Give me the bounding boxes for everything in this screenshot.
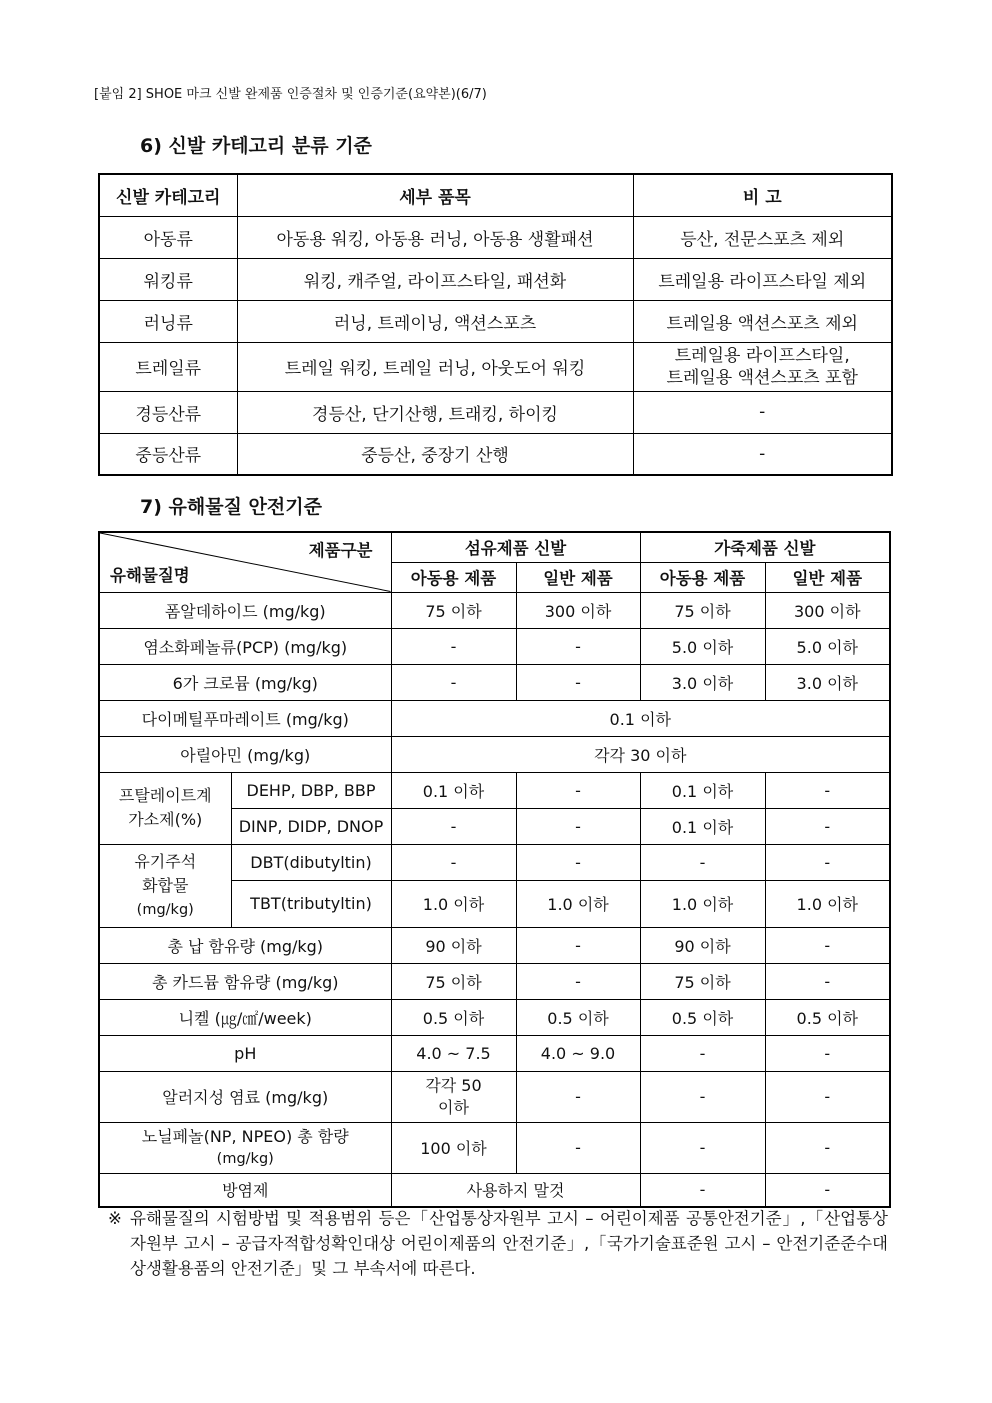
- table-row: [99, 433, 892, 475]
- substance-subname: DINP, DIDP, DNOP: [231, 808, 391, 844]
- value-cell: -: [516, 628, 640, 664]
- value-cell: 0.5 이하: [391, 999, 516, 1035]
- value-cell: 3.0 이하: [765, 664, 890, 700]
- value-cell: -: [640, 1071, 765, 1122]
- table-row: [99, 772, 890, 808]
- note-cell: 트레일용 액션스포츠 제외: [633, 300, 892, 342]
- footnote: [108, 1206, 888, 1281]
- shoe-category-table: [98, 173, 893, 476]
- value-cell: 0.5 이하: [640, 999, 765, 1035]
- value-cell: -: [516, 927, 640, 963]
- value-cell: -: [640, 1122, 765, 1173]
- value-cell: -: [640, 1035, 765, 1071]
- value-cell: 1.0 이하: [516, 880, 640, 927]
- group-line: 프탈레이트계: [118, 786, 212, 805]
- substance-name: 폼알데하이드 (mg/kg): [99, 592, 391, 628]
- value-cell: -: [516, 1071, 640, 1122]
- value-cell: -: [391, 844, 516, 880]
- note-cell: -: [633, 391, 892, 433]
- col-header-note: 비 고: [633, 174, 892, 216]
- substance-name: 알러지성 염료 (mg/kg): [99, 1071, 391, 1122]
- table-row: [99, 1035, 890, 1071]
- table-row: [99, 1122, 890, 1173]
- substance-name: 6가 크로뮴 (mg/kg): [99, 664, 391, 700]
- textile-shoe-header: 섬유제품 신발: [391, 532, 640, 562]
- product-class-label: 제품구분: [308, 541, 373, 560]
- note-line: 트레일용 라이프스타일,: [674, 345, 850, 366]
- value-cell: 0.5 이하: [765, 999, 890, 1035]
- value-cell: 1.0 이하: [640, 880, 765, 927]
- value-cell: -: [391, 664, 516, 700]
- table-header-row: [99, 532, 890, 562]
- value-cell: -: [765, 1122, 890, 1173]
- substance-name: 다이메틸푸마레이트 (mg/kg): [99, 700, 391, 736]
- value-cell: -: [765, 772, 890, 808]
- items-cell: 러닝, 트레이닝, 액션스포츠: [237, 300, 633, 342]
- value-cell: 90 이하: [640, 927, 765, 963]
- items-cell: 중등산, 중장기 산행: [237, 433, 633, 475]
- value-cell: -: [640, 844, 765, 880]
- table-row: [99, 999, 890, 1035]
- table-row: [99, 736, 890, 772]
- table-row: [99, 700, 890, 736]
- category-cell: 아동류: [99, 216, 237, 258]
- group-line: (mg/kg): [136, 901, 194, 918]
- page-header: [붙임 2] SHOE 마크 신발 완제품 인증절차 및 인증기준(요약본)(6/7): [94, 87, 487, 102]
- value-cell: 300 이하: [765, 592, 890, 628]
- substance-subname: DEHP, DBP, BBP: [231, 772, 391, 808]
- group-line: 유기주석: [134, 851, 197, 871]
- value-cell: 1.0 이하: [765, 880, 890, 927]
- value-line: 각각 50: [425, 1075, 482, 1095]
- leather-shoe-header: 가죽제품 신발: [640, 532, 890, 562]
- col-header-items: 세부 품목: [237, 174, 633, 216]
- category-cell: 워킹류: [99, 258, 237, 300]
- value-cell: 75 이하: [391, 592, 516, 628]
- substance-subname: DBT(dibutyltin): [231, 844, 391, 880]
- value-cell: -: [765, 1035, 890, 1071]
- name-line: 노닐페놀(NP, NPEO) 총 함량: [141, 1126, 349, 1146]
- value-cell: -: [516, 1122, 640, 1173]
- substance-name: 방염제: [99, 1173, 391, 1207]
- leather-general-header: 일반 제품: [765, 562, 890, 592]
- substance-label: 유해물질명: [110, 565, 190, 585]
- table-row: [99, 216, 892, 258]
- value-cell: -: [516, 772, 640, 808]
- value-cell: 3.0 이하: [640, 664, 765, 700]
- value-cell: 1.0 이하: [391, 880, 516, 927]
- table-row: [99, 258, 892, 300]
- leather-child-header: 아동용 제품: [640, 562, 765, 592]
- substance-name: 아릴아민 (mg/kg): [99, 736, 391, 772]
- value-cell: 5.0 이하: [640, 628, 765, 664]
- note-cell: -: [633, 433, 892, 475]
- value-cell: -: [516, 808, 640, 844]
- value-cell: 0.1 이하: [640, 808, 765, 844]
- value-cell: -: [765, 1071, 890, 1122]
- note-cell: 등산, 전문스포츠 제외: [633, 216, 892, 258]
- items-cell: 트레일 워킹, 트레일 러닝, 아웃도어 워킹: [237, 342, 633, 391]
- section-7-title: 7) 유해물질 안전기준: [140, 496, 322, 518]
- category-cell: 경등산류: [99, 391, 237, 433]
- substance-name: 니켈 (㎍/㎠/week): [99, 999, 391, 1035]
- substance-name: 총 카드뮴 함유량 (mg/kg): [99, 963, 391, 999]
- table-row: [99, 664, 890, 700]
- substance-name: pH: [99, 1035, 391, 1071]
- substance-name: [99, 1122, 391, 1173]
- table-row: [99, 844, 890, 880]
- value-cell: 4.0 ~ 7.5: [391, 1035, 516, 1071]
- items-cell: 경등산, 단기산행, 트래킹, 하이킹: [237, 391, 633, 433]
- value-cell: 0.5 이하: [516, 999, 640, 1035]
- value-cell: -: [640, 1173, 765, 1207]
- value-cell: -: [516, 844, 640, 880]
- table-header-row: [99, 174, 892, 216]
- substance-subname: TBT(tributyltin): [231, 880, 391, 927]
- col-header-category: 신발 카테고리: [99, 174, 237, 216]
- items-cell: 아동용 워킹, 아동용 러닝, 아동용 생활패션: [237, 216, 633, 258]
- value-cell: 75 이하: [640, 592, 765, 628]
- name-line: (mg/kg): [216, 1150, 274, 1167]
- textile-general-header: 일반 제품: [516, 562, 640, 592]
- note-line: 트레일용 액션스포츠 포함: [666, 367, 858, 388]
- note-cell: [633, 342, 892, 391]
- table-row: [99, 1071, 890, 1122]
- category-cell: 러닝류: [99, 300, 237, 342]
- table-row: [99, 300, 892, 342]
- value-line: 이하: [438, 1097, 469, 1117]
- value-cell: 4.0 ~ 9.0: [516, 1035, 640, 1071]
- reference-mark-icon: ※: [108, 1209, 122, 1228]
- substance-group-name: [99, 844, 231, 927]
- textile-child-header: 아동용 제품: [391, 562, 516, 592]
- note-cell: 트레일용 라이프스타일 제외: [633, 258, 892, 300]
- value-cell: -: [391, 808, 516, 844]
- category-cell: 트레일류: [99, 342, 237, 391]
- substance-name: 총 납 함유량 (mg/kg): [99, 927, 391, 963]
- value-cell: 75 이하: [640, 963, 765, 999]
- substance-name: 염소화페놀류(PCP) (mg/kg): [99, 628, 391, 664]
- table-row: [99, 927, 890, 963]
- value-cell: -: [765, 808, 890, 844]
- table-row: [99, 391, 892, 433]
- value-cell: 사용하지 말것: [391, 1173, 640, 1207]
- table-row: [99, 342, 892, 391]
- hazardous-substance-table: [98, 531, 891, 1208]
- value-cell: -: [765, 963, 890, 999]
- value-cell: 100 이하: [391, 1122, 516, 1173]
- value-cell: -: [391, 628, 516, 664]
- value-cell: 0.1 이하: [640, 772, 765, 808]
- section-6-title: 6) 신발 카테고리 분류 기준: [140, 135, 372, 157]
- value-cell: -: [516, 664, 640, 700]
- diagonal-header-cell: [99, 532, 391, 592]
- value-cell: -: [765, 844, 890, 880]
- value-cell: -: [765, 1173, 890, 1207]
- footnote-text: 유해물질의 시험방법 및 적용범위 등은「산업통상자원부 고시 – 어린이제품 공통안전기준」,「산업통상자원부 고시 – 공급자적합성확인대상 어린이제품의 안전기준」,「국가기술표준원 고시 – 안전기준준수대상생활용품의 안전기준」및 그 부속서에 따른다.: [130, 1209, 888, 1278]
- value-cell: 5.0 이하: [765, 628, 890, 664]
- value-cell: [391, 1071, 516, 1122]
- value-cell: 0.1 이하: [391, 772, 516, 808]
- value-cell: -: [516, 963, 640, 999]
- table-row: [99, 963, 890, 999]
- value-cell: 0.1 이하: [391, 700, 890, 736]
- value-cell: 각각 30 이하: [391, 736, 890, 772]
- substance-group-name: [99, 772, 231, 844]
- table-row: [99, 628, 890, 664]
- value-cell: -: [765, 927, 890, 963]
- category-cell: 중등산류: [99, 433, 237, 475]
- items-cell: 워킹, 캐주얼, 라이프스타일, 패션화: [237, 258, 633, 300]
- value-cell: 75 이하: [391, 963, 516, 999]
- table-row: [99, 1173, 890, 1207]
- table-row: [99, 592, 890, 628]
- value-cell: 90 이하: [391, 927, 516, 963]
- value-cell: 300 이하: [516, 592, 640, 628]
- group-line: 화합물: [142, 875, 189, 895]
- group-line: 가소제(%): [128, 810, 203, 829]
